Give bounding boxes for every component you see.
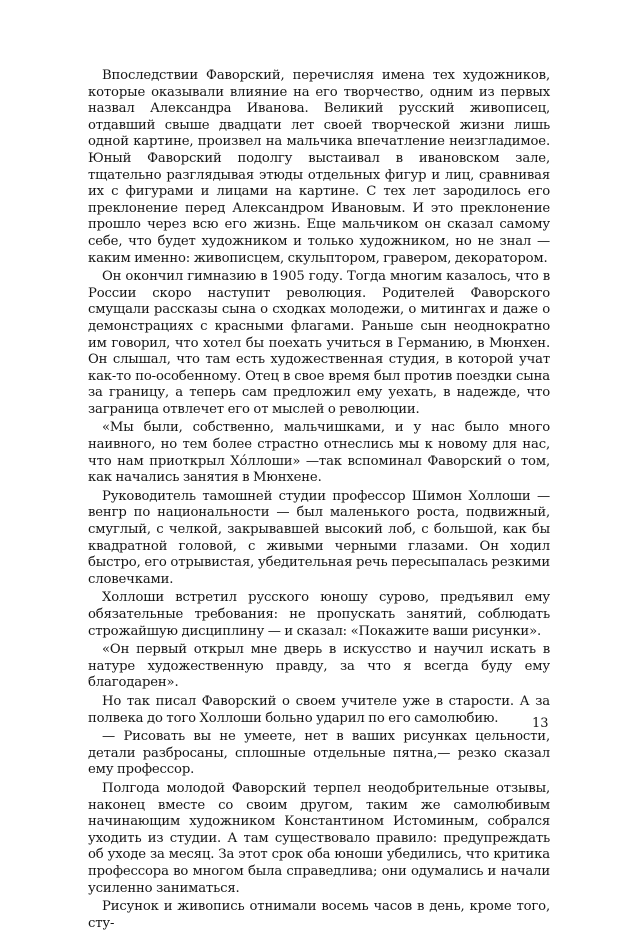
paragraph: Полгода молодой Фаворский терпел неодобрительные отзывы, наконец вместе со своим другом, таким же самолюбивым начинающим художником Константином Истоминым, собрался уходить из студии. А там существовало правило: предупреждать об уходе за месяц. За этот срок оба юноши убедились, что критика профессора во многом была справедлива; они одумались и начали усиленно заниматься. (88, 780, 550, 896)
paragraph: — Рисовать вы не умеете, нет в ваших рисунках цельности, детали разбросаны, сплошные отдельные пятна,— резко сказал ему профессор. (88, 729, 550, 778)
paragraph: «Он первый открыл мне дверь в искусство и научил искать в натуре художественную правду, за что я всегда буду ему благодарен». (88, 642, 550, 691)
paragraph: Рисунок и живопись отнимали восемь часов в день, кроме того, сту- (88, 899, 550, 931)
paragraph: Холлоши встретил русского юношу сурово, предъявил ему обязательные требования: не пропускать занятий, соблюдать строжайшую дисциплину — и сказал: «Покажите ваши рисунки». (88, 590, 550, 639)
paragraph: «Мы были, собственно, мальчишками, и у нас было много наивного, но тем более страстно отнеслись мы к новому для нас, что нам приоткрыл Хóллоши» —так вспоминал Фаворский о том, как начались занятия в Мюнхене. (88, 420, 550, 486)
paragraph: Он окончил гимназию в 1905 году. Тогда многим казалось, что в России скоро наступит революция. Родителей Фаворского смущали рассказы сына о сходках молодежи, о митингах и даже о демонстрациях с красными флагами. Раньше сын неоднократно им говорил, что хотел бы поехать учиться в Германию, в Мюнхен. Он слышал, что там есть художественная студия, в которой учат как-то по-особенному. Отец в свое время был против поездки сына за границу, а теперь сам предложил ему уехать, в надежде, что заграница отвлечет его от мыслей о революции. (88, 269, 550, 417)
paragraph: Впоследствии Фаворский, перечисляя имена тех художников, которые оказывали влияние на его творчество, одним из первых назвал Александра Иванова. Великий русский живописец, отдавший свыше двадцати лет своей творческой жизни лишь одной картине, произвел на мальчика впечатление неизгладимое. Юный Фаворский подолгу выстаивал в ивановском зале, тщательно разглядывая этюды отдельных фигур и лиц, сравнивая их с фигурами и лицами на картине. С тех лет зародилось его преклонение перед Александром Ивановым. И это преклонение прошло через всю его жизнь. Еще мальчиком он сказал самому себе, что будет художником и только художником, но не знал — каким именно: живописцем, скульптором, гравером, декоратором. (88, 68, 550, 266)
body-text (88, 68, 550, 934)
paragraph: Руководитель тамошней студии профессор Шимон Холлоши — венгр по национальности — был маленького роста, подвижный, смуглый, с челкой, закрывавшей высокий лоб, с большой, как бы квадратной головой, с живыми черными глазами. Он ходил быстро, его отрывистая, убедительная речь пересыпалась резкими словечками. (88, 488, 550, 587)
paragraph: Но так писал Фаворский о своем учителе уже в старости. А за полвека до того Холлоши больно ударил по его самолюбию. (88, 693, 550, 726)
page-number: 13 (532, 716, 549, 731)
